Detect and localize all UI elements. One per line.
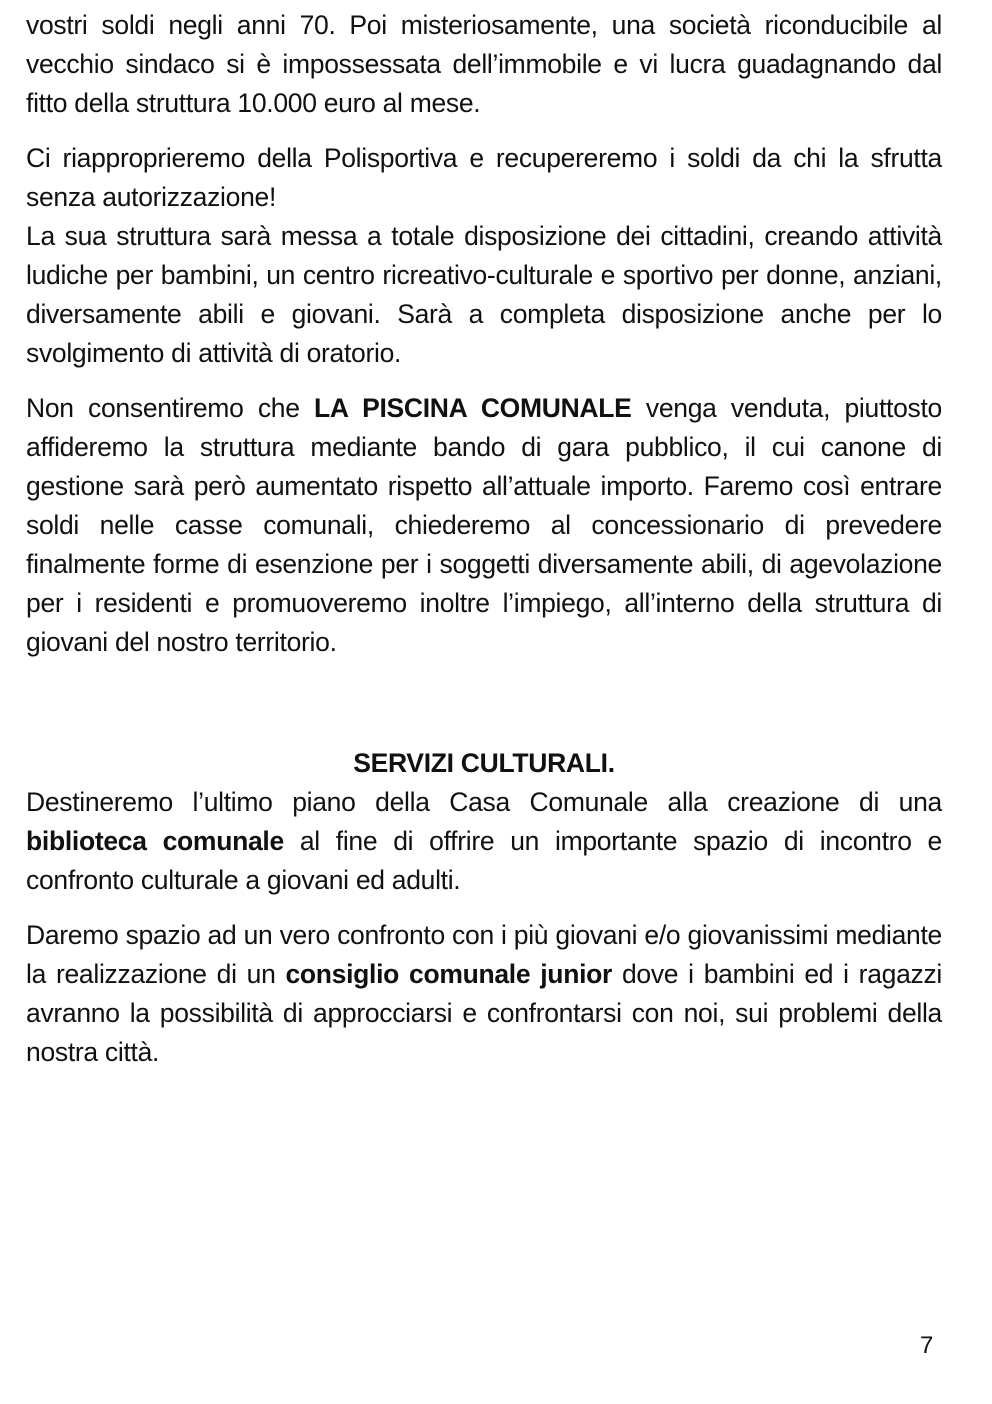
page-number: 7 xyxy=(920,1332,934,1359)
paragraph-biblioteca xyxy=(26,783,942,900)
paragraph-spacer xyxy=(26,900,942,916)
paragraph-polisportiva-history xyxy=(26,6,942,123)
paragraph-text: Ci riapproprieremo della Polisportiva e recupereremo i soldi da chi la sfrutta senza autorizzazione! xyxy=(26,143,942,212)
paragraph-text-after: venga venduta, piuttosto affideremo la struttura mediante bando di gara pubblico, il cui canone di gestione sarà però aumentato rispetto all’attuale importo. Faremo così entrare soldi nelle casse comunali, chiederemo al concessionario di prevedere finalmente forme di esenzione per i soggetti diversamente abili, di agevolazione per i residenti e promuoveremo inoltre l’impiego, all’interno della struttura di giovani del nostro territorio. xyxy=(26,393,942,657)
paragraph-text-before: Destineremo l’ultimo piano della Casa Comunale alla creazione di una xyxy=(26,787,942,817)
paragraph-spacer xyxy=(26,123,942,139)
paragraph-text-before: Daremo spazio ad un vero confronto con i più giovani e/o giovanissimi mediante la realizzazione di un xyxy=(26,920,942,989)
section-spacer xyxy=(26,662,942,744)
paragraph-text: La sua struttura sarà messa a totale disposizione dei cittadini, creando attività ludiche per bambini, un centro ricreativo-culturale e sportivo per donne, anziani, diversamente abili e giovani. Sarà a completa disposizione anche per lo svolgimento di attività di oratorio. xyxy=(26,221,942,368)
paragraph-polisportiva-recovery xyxy=(26,139,942,217)
biblioteca-highlight: biblioteca comunale xyxy=(26,826,284,856)
section-heading-servizi-culturali: SERVIZI CULTURALI. xyxy=(353,748,615,778)
paragraph-consiglio-junior xyxy=(26,916,942,1072)
paragraph-text-after: dove i bambini ed i ragazzi avranno la possibilità di approcciarsi e confrontarsi con noi, sui problemi della nostra città. xyxy=(26,959,943,1067)
piscina-highlight: LA PISCINA COMUNALE xyxy=(314,393,632,423)
paragraph-text-after: al fine di offrire un importante spazio di incontro e confronto culturale a giovani ed adulti. xyxy=(26,826,942,895)
paragraph-text-before: Non consentiremo che xyxy=(26,393,315,423)
paragraph-piscina xyxy=(26,389,942,662)
document-page xyxy=(26,6,942,1072)
paragraph-spacer xyxy=(26,373,942,389)
paragraph-polisportiva-use xyxy=(26,217,942,373)
paragraph-text: vostri soldi negli anni 70. Poi misteriosamente, una società riconducibile al vecchio sindaco si è impossessata dell’immobile e vi lucra guadagnando dal fitto della struttura 10.000 euro al mese. xyxy=(26,10,942,118)
consiglio-highlight: consiglio comunale junior xyxy=(285,959,613,989)
